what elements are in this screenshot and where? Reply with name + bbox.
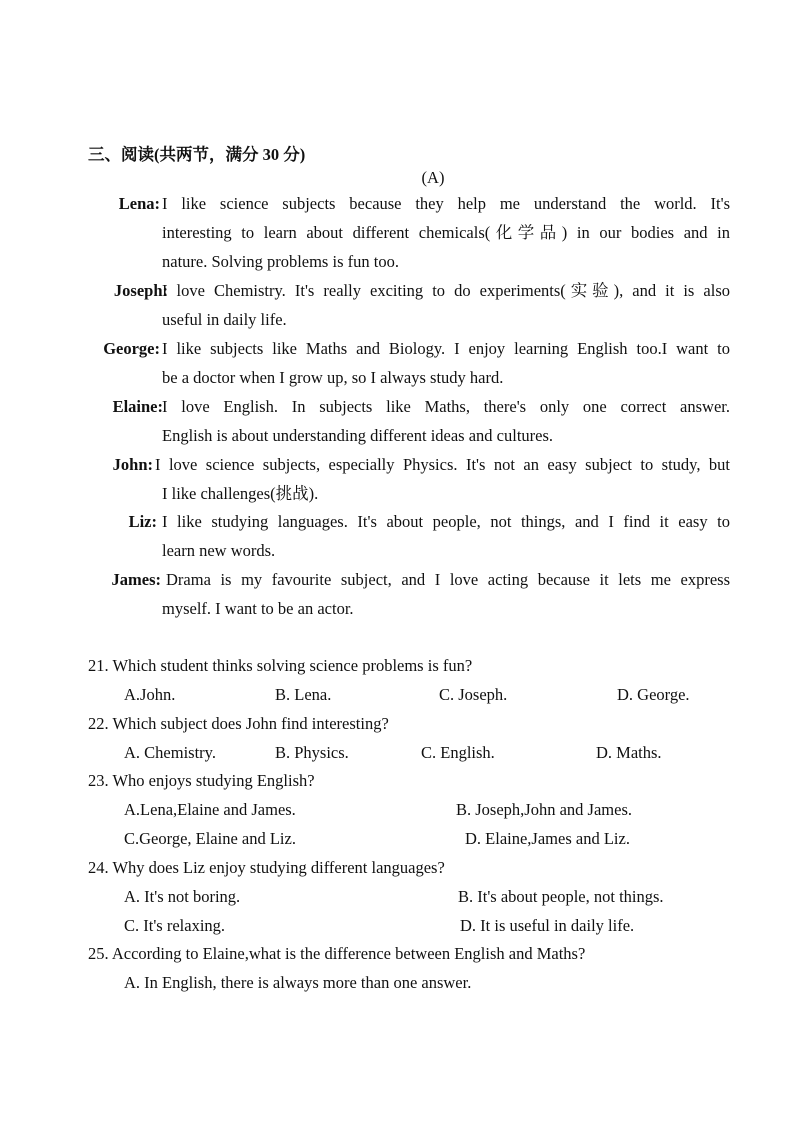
question-22-option-a: A. Chemistry. bbox=[124, 743, 216, 762]
question-23-option-c: C.George, Elaine and Liz. bbox=[124, 829, 296, 848]
passage-line: myself. I want to be an actor. bbox=[162, 599, 354, 618]
passage-line: nature. Solving problems is fun too. bbox=[162, 252, 399, 271]
speaker-name: John: bbox=[112, 455, 153, 474]
passage-line: I like subjects like Maths and Biology. I enjoy learning English too.I want to bbox=[162, 339, 730, 358]
question-25-option-a: A. In English, there is always more than one answer. bbox=[124, 973, 472, 992]
speaker-name: Liz: bbox=[128, 512, 157, 531]
question-24: 24. Why does Liz enjoy studying different languages? bbox=[88, 858, 445, 877]
question-25: 25. According to Elaine,what is the difference between English and Maths? bbox=[88, 944, 586, 963]
passage-line: learn new words. bbox=[162, 541, 276, 560]
question-23-option-b: B. Joseph,John and James. bbox=[456, 800, 632, 819]
speaker-name: Lena: bbox=[118, 194, 160, 213]
passage-line: Drama is my favourite subject, and I love acting because it lets me express bbox=[166, 570, 730, 589]
passage-line: I like science subjects because they help me understand the world. It's bbox=[162, 194, 730, 213]
passage-line: I love science subjects, especially Physics. It's not an easy subject to study, but bbox=[155, 455, 730, 474]
passage-line: I love English. In subjects like Maths, there's only one correct answer. bbox=[162, 397, 730, 416]
question-21: 21. Which student thinks solving science problems is fun? bbox=[88, 656, 473, 675]
passage-line: I love Chemistry. It's really exciting to do experiments(实验), and it is also bbox=[162, 281, 730, 300]
question-23-option-d: D. Elaine,James and Liz. bbox=[465, 829, 630, 848]
question-21-option-d: D. George. bbox=[617, 685, 690, 704]
passage-line: interesting to learn about different chemicals(化学品) in our bodies and in bbox=[162, 223, 730, 242]
section-title: 三、阅读(共两节，满分 30 分) bbox=[88, 145, 306, 164]
question-21-option-a: A.John. bbox=[124, 685, 176, 704]
passage-line: I like studying languages. It's about people, not things, and I find it easy to bbox=[162, 512, 730, 531]
passage-line: I like challenges(挑战). bbox=[162, 484, 319, 503]
question-22: 22. Which subject does John find interesting? bbox=[88, 714, 389, 733]
question-24-option-a: A. It's not boring. bbox=[124, 887, 241, 906]
question-21-option-c: C. Joseph. bbox=[439, 685, 508, 704]
question-24-option-d: D. It is useful in daily life. bbox=[460, 916, 635, 935]
question-24-option-b: B. It's about people, not things. bbox=[458, 887, 664, 906]
passage-line: English is about understanding different ideas and cultures. bbox=[162, 426, 554, 445]
speaker-name: George: bbox=[103, 339, 160, 358]
speaker-name: Elaine: bbox=[112, 397, 163, 416]
question-24-option-c: C. It's relaxing. bbox=[124, 916, 226, 935]
passage-line: useful in daily life. bbox=[162, 310, 287, 329]
question-22-option-b: B. Physics. bbox=[275, 743, 349, 762]
question-22-option-c: C. English. bbox=[421, 743, 495, 762]
question-21-option-b: B. Lena. bbox=[275, 685, 332, 704]
question-22-option-d: D. Maths. bbox=[596, 743, 662, 762]
speaker-name: James: bbox=[111, 570, 161, 589]
question-23: 23. Who enjoys studying English? bbox=[88, 771, 315, 790]
speaker-name: Joseph: bbox=[113, 281, 168, 300]
passage-line: be a doctor when I grow up, so I always study hard. bbox=[162, 368, 504, 387]
passage-label: (A) bbox=[421, 168, 445, 187]
question-23-option-a: A.Lena,Elaine and James. bbox=[124, 800, 296, 819]
